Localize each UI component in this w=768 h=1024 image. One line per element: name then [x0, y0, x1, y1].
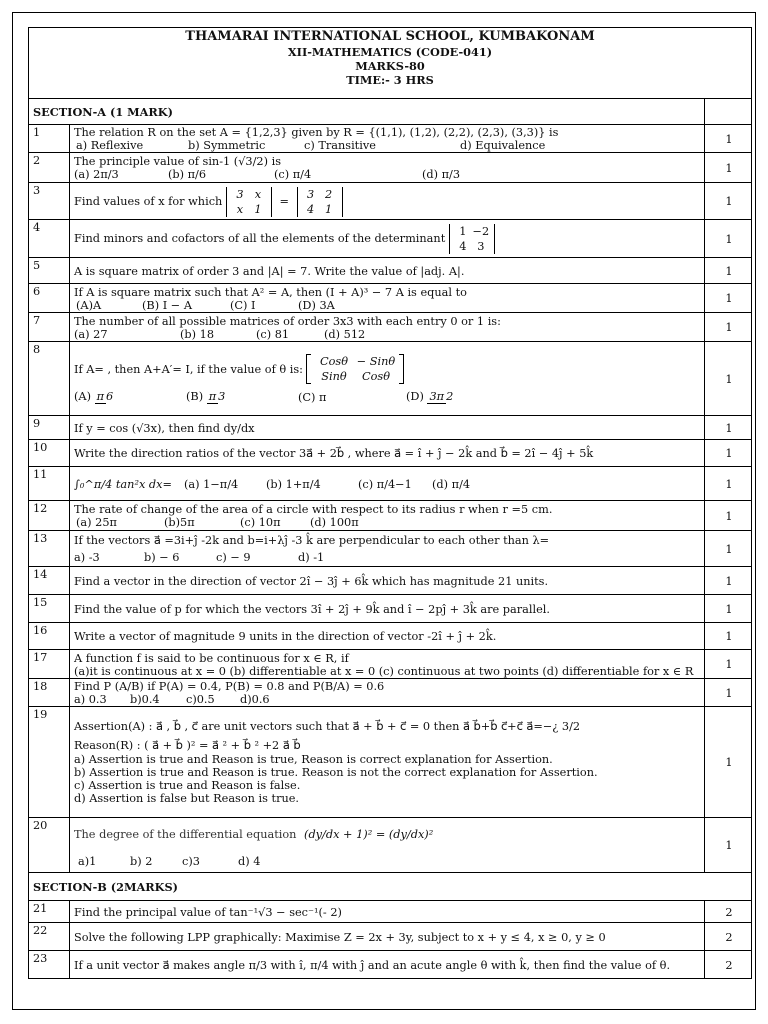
option: b) 2: [130, 854, 153, 868]
question-marks: 1: [705, 220, 752, 258]
option: c)0.5: [186, 693, 215, 706]
question-number: 6: [29, 284, 70, 313]
subject-code: XII-MATHEMATICS (CODE-041): [287, 45, 493, 59]
option: (d) 512: [324, 327, 366, 341]
integral-expression: ∫₀^π/4 tan²x dx=: [74, 477, 172, 491]
fraction: π 3: [208, 390, 226, 403]
question-number: 4: [29, 220, 70, 258]
option: (D): [406, 390, 424, 403]
option: a)1: [78, 854, 97, 868]
determinant: [449, 224, 495, 254]
option: a) 0.3: [74, 693, 107, 706]
question-text-cell: [70, 707, 705, 818]
question-options-line: (a)it is continuous at x = 0 (b) differentiable at x = 0 (c) continuous at two points (d) differentiable for x ∈ R: [74, 664, 694, 678]
choice-line: c) Assertion is true and Reason is false.: [74, 779, 301, 792]
question-text: If the vectors a⃗ =3i+ĵ -2k and b=i+λĵ -3 k̂ are perpendicular to each other than λ=: [74, 534, 550, 547]
det-entry: 4: [459, 240, 467, 253]
question-text: The relation R on the set A = {1,2,3} given by R = {(1,1), (1,2), (2,2), (2,3), (3,3)} is: [74, 126, 559, 139]
question-text-cell: [70, 531, 705, 567]
option: d) 4: [238, 854, 261, 868]
question-number: 18: [29, 679, 70, 707]
option-expr: 1−π/4: [203, 477, 239, 491]
question-number: 10: [29, 440, 70, 467]
question-text: Find P (A/B) if P(A) = 0.4, P(B) = 0.8 and P(B/A) = 0.6: [74, 680, 385, 693]
question-text: If a unit vector a⃗ makes angle π/3 with î, π/4 with ĵ and an acute angle θ with k̂, then find the value of θ.: [70, 951, 705, 979]
option: (d): [432, 477, 449, 491]
det-entry: x: [236, 202, 244, 216]
question-text-cell: [70, 679, 705, 707]
question-marks: 1: [705, 342, 752, 416]
question-number: 23: [29, 951, 70, 979]
option: c)3: [182, 854, 200, 868]
question-marks: 1: [705, 284, 752, 313]
choice-line: a) Assertion is true and Reason is true, Reason is correct explanation for Assertion.: [74, 753, 553, 766]
question-marks: 1: [705, 623, 752, 650]
question-text: Find minors and cofactors of all the elements of the determinant: [74, 232, 446, 245]
det-entry: 1: [459, 225, 467, 238]
reason: Reason(R) : ( a⃗ + b⃗ )² = a⃗ ² + b⃗ ² +2 a⃗ b⃗: [74, 739, 301, 752]
fraction: π 6: [96, 390, 114, 403]
option: (c) π/4: [274, 168, 312, 181]
option: (c) 10π: [240, 516, 281, 529]
option: (a) 2π/3: [74, 168, 119, 181]
question-text: Find values of x for which: [74, 194, 223, 208]
choice-line: d) Assertion is false but Reason is true.: [74, 792, 300, 805]
assertion: Assertion(A) : a⃗ , b⃗ , c⃗ are unit vectors such that a⃗ + b⃗ + c⃗ = 0 then a⃗ b⃗+b⃗ c⃗+c⃗ a⃗=−¿ 3/2: [74, 720, 581, 733]
question-text: Solve the following LPP graphically: Maximise Z = 2x + 3y, subject to x + y ≤ 4, x ≥ 0, y ≥ 0: [70, 923, 705, 951]
question-text-cell: [70, 125, 705, 153]
question-text-cell: [70, 342, 705, 416]
question-paper-table: [28, 27, 752, 979]
question-text-cell: [70, 650, 705, 679]
question-text-cell: [70, 501, 705, 531]
rotation-matrix: [306, 354, 404, 384]
question-number: 19: [29, 707, 70, 818]
question-marks: 1: [705, 595, 752, 623]
matrix-entry: Cosθ: [319, 355, 349, 368]
question-text: Write the direction ratios of the vector 3a⃗ + 2b⃗ , where a⃗ = î + ĵ − 2k̂ and b⃗ = 2î − 4ĵ + 5k̂: [70, 440, 705, 467]
question-marks: 1: [705, 467, 752, 501]
question-text: If A is square matrix such that A² = A, then (I + A)³ − 7 A is equal to: [74, 285, 467, 299]
question-number: 20: [29, 818, 70, 873]
option: (b) π/6: [168, 168, 207, 181]
question-number: 3: [29, 183, 70, 220]
option-expr: 1+π/4: [285, 477, 321, 491]
question-number: 13: [29, 531, 70, 567]
question-text: If y = cos (√3x), then find dy/dx: [70, 416, 705, 440]
question-text-cell: [70, 467, 705, 501]
question-number: 2: [29, 153, 70, 183]
question-text: The rate of change of the area of a circle with respect to its radius r when r =5 cm.: [74, 503, 553, 516]
option: a) Reflexive: [76, 139, 144, 152]
option: (B): [186, 390, 204, 403]
question-text-cell: [70, 153, 705, 183]
matrix-entry: − Sinθ: [356, 355, 396, 368]
question-text-cell: [70, 313, 705, 342]
paper-header: [29, 28, 752, 99]
question-marks: 2: [705, 951, 752, 979]
question-text-cell: [70, 220, 705, 258]
question-number: 11: [29, 467, 70, 501]
question-text: Find a vector in the direction of vector 2î − 3ĵ + 6k̂ which has magnitude 21 units.: [70, 567, 705, 595]
question-number: 14: [29, 567, 70, 595]
det-entry: 3: [236, 187, 244, 201]
choice-line: b) Assertion is true and Reason is true. Reason is not the correct explanation for Assertion.: [74, 766, 598, 779]
question-number: 8: [29, 342, 70, 416]
differential-equation: (dy/dx + 1)² = (dy/dx)²: [304, 827, 434, 841]
option: c) Transitive: [304, 139, 376, 152]
option: (a) 27: [74, 327, 108, 341]
question-marks: 1: [705, 531, 752, 567]
question-marks: 1: [705, 650, 752, 679]
fraction: 3π 2: [429, 390, 454, 403]
option: b)0.4: [130, 693, 160, 706]
option: (a) 25π: [76, 516, 117, 529]
question-marks: 1: [705, 440, 752, 467]
question-text: The number of all possible matrices of order 3x3 with each entry 0 or 1 is:: [74, 314, 501, 328]
question-text-cell: [70, 183, 705, 220]
option: (b): [266, 477, 283, 491]
question-text: The degree of the differential equation: [74, 827, 297, 841]
question-marks: 1: [705, 501, 752, 531]
question-text: If A= , then A+A′= I, if the value of θ is:: [74, 362, 303, 376]
question-text: A function f is said to be continuous for x ∈ R, if: [74, 651, 349, 665]
option: (B) I − A: [142, 298, 192, 312]
total-marks: MARKS-80: [355, 59, 425, 73]
option: (A): [74, 390, 91, 403]
option: (c): [358, 477, 374, 491]
option: (a): [184, 477, 200, 491]
question-text: Find the principal value of tan⁻¹√3 − sec⁻¹(- 2): [70, 901, 705, 923]
matrix-entry: Sinθ: [321, 370, 347, 383]
question-marks: 2: [705, 923, 752, 951]
matrix-entry: Cosθ: [361, 370, 391, 383]
question-number: 5: [29, 258, 70, 284]
question-text: Find the value of p for which the vectors 3î + 2ĵ + 9k̂ and î − 2pĵ + 3k̂ are parallel.: [70, 595, 705, 623]
option: d) Equivalence: [460, 139, 546, 152]
question-marks: 1: [705, 153, 752, 183]
question-number: 21: [29, 901, 70, 923]
det-entry: −2: [472, 225, 490, 238]
question-marks: 1: [705, 258, 752, 284]
school-name: THAMARAI INTERNATIONAL SCHOOL, KUMBAKONAM: [185, 29, 595, 44]
equals-sign: =: [279, 194, 289, 208]
section-b-heading: SECTION-B (2MARKS): [29, 873, 752, 901]
option: a) -3: [74, 551, 100, 564]
question-number: 17: [29, 650, 70, 679]
question-marks: 1: [705, 818, 752, 873]
option: d) -1: [298, 551, 325, 564]
section-a-mark-cell: [705, 99, 752, 125]
option: (C) I: [230, 298, 256, 312]
question-number: 16: [29, 623, 70, 650]
question-number: 1: [29, 125, 70, 153]
question-marks: 1: [705, 313, 752, 342]
question-text-cell: [70, 818, 705, 873]
question-text: A is square matrix of order 3 and |A| = 7. Write the value of |adj. A|.: [70, 258, 705, 284]
option: d)0.6: [240, 693, 270, 706]
option-expr: π/4: [451, 477, 471, 491]
question-text-cell: [70, 284, 705, 313]
question-text: The principle value of sin-1 (√3/2) is: [74, 155, 282, 168]
det-entry: 2: [324, 187, 333, 201]
det-entry: 1: [324, 202, 333, 216]
option: (d) 100π: [310, 516, 359, 529]
question-number: 22: [29, 923, 70, 951]
question-number: 7: [29, 313, 70, 342]
det-entry: x: [254, 187, 262, 201]
question-text: Write a vector of magnitude 9 units in the direction of vector -2î + ĵ + 2k̂.: [70, 623, 705, 650]
option: (b)5π: [164, 516, 195, 529]
option: (c) 81: [256, 327, 290, 341]
option: b) − 6: [144, 551, 180, 564]
det-entry: 1: [254, 202, 262, 216]
question-marks: 1: [705, 125, 752, 153]
question-number: 12: [29, 501, 70, 531]
determinant-right: [297, 187, 343, 217]
option: (D) 3A: [298, 298, 335, 312]
option: b) Symmetric: [188, 139, 266, 152]
det-entry: 3: [306, 187, 315, 201]
question-number: 15: [29, 595, 70, 623]
question-number: 9: [29, 416, 70, 440]
det-entry: 4: [306, 202, 315, 216]
question-marks: 1: [705, 567, 752, 595]
section-a-heading: SECTION-A (1 MARK): [29, 99, 705, 125]
det-entry: 3: [477, 240, 485, 253]
option: (b) 18: [180, 327, 215, 341]
option: c) − 9: [216, 551, 251, 564]
question-marks: 1: [705, 416, 752, 440]
question-marks: 2: [705, 901, 752, 923]
option: (d) π/3: [422, 168, 461, 181]
option: (A)A: [76, 298, 102, 312]
option-expr: π/4−1: [376, 477, 412, 491]
question-marks: 1: [705, 707, 752, 818]
question-marks: 1: [705, 679, 752, 707]
question-marks: 1: [705, 183, 752, 220]
determinant-left: [226, 187, 272, 217]
time-allowed: TIME:- 3 HRS: [346, 73, 434, 87]
option: (C) π: [298, 390, 327, 404]
